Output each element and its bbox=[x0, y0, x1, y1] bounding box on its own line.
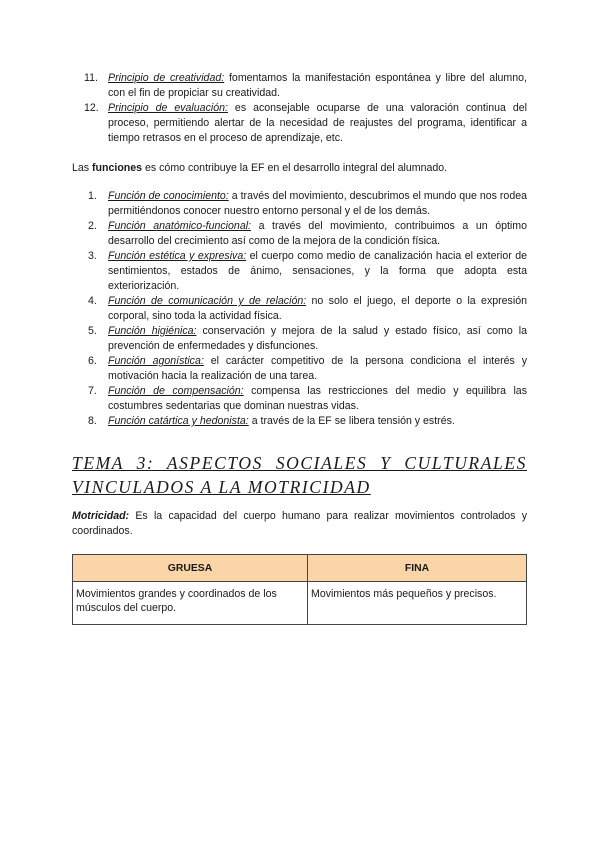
table-row bbox=[73, 582, 527, 625]
list-item bbox=[72, 249, 527, 294]
item-text: es aconsejable ocuparse de una valoración continua del proceso, permitiendo alertar de la necesidad de reajustes del programa, identificar a tiempo retrasos en el proceso de aprendizaje, etc. bbox=[108, 102, 527, 144]
item-term: Principio de evaluación: bbox=[108, 102, 228, 114]
item-number: 4. bbox=[88, 295, 97, 307]
definition-label: Motricidad: bbox=[72, 510, 130, 522]
item-text: a través del movimiento, contribuimos a un óptimo desarrollo del crecimiento así como de la mejora de la condición física. bbox=[108, 220, 528, 247]
list-item bbox=[72, 294, 527, 324]
intro-post: es cómo contribuye la EF en el desarrollo integral del alumnado. bbox=[142, 162, 448, 174]
item-text: a través del movimiento, descubrimos el mundo que nos rodea permitiéndonos conocer nuestro entorno personal y el de los demás. bbox=[108, 190, 527, 217]
list-item bbox=[72, 324, 527, 354]
motor-skills-table bbox=[72, 554, 527, 625]
table-header-row bbox=[73, 555, 527, 582]
item-number: 2. bbox=[88, 220, 97, 232]
item-text: el carácter competitivo de la persona condiciona el interés y motivación hacia la realización de una tarea. bbox=[108, 355, 528, 382]
list-item bbox=[72, 414, 527, 429]
header-gruesa: GRUESA bbox=[73, 555, 308, 582]
item-term: Función estética y expresiva: bbox=[108, 250, 247, 262]
definition-text: Es la capacidad del cuerpo humano para realizar movimientos controlados y coordinados. bbox=[72, 510, 527, 537]
item-term: Función de comunicación y de relación: bbox=[108, 295, 307, 307]
list-item bbox=[72, 384, 527, 414]
item-text: a través de la EF se libera tensión y estrés. bbox=[248, 415, 455, 427]
item-number: 3. bbox=[88, 250, 97, 262]
intro-pre: Las bbox=[72, 162, 93, 174]
item-number: 11. bbox=[84, 72, 98, 84]
principles-list bbox=[72, 71, 527, 146]
section-heading: TEMA 3: ASPECTOS SOCIALES Y CULTURALES VINCULADOS A LA MOTRICIDAD bbox=[72, 453, 527, 497]
list-item bbox=[72, 354, 527, 384]
item-text: el cuerpo como medio de canalización hacia el exterior de sentimientos, estados de ánimo, sensaciones, y la forma que adopta esta exteriorización. bbox=[108, 250, 528, 292]
motricity-definition bbox=[72, 509, 527, 539]
item-term: Función anatómico-funcional: bbox=[108, 220, 252, 232]
functions-list bbox=[72, 189, 527, 429]
list-item bbox=[72, 101, 527, 146]
item-term: Principio de creatividad: bbox=[108, 72, 225, 84]
intro-bold: funciones bbox=[92, 162, 143, 174]
item-term: Función higiénica: bbox=[108, 325, 197, 337]
list-item bbox=[72, 189, 527, 219]
item-number: 8. bbox=[88, 415, 97, 427]
header-fina: FINA bbox=[308, 555, 527, 582]
item-term: Función catártica y hedonista: bbox=[108, 415, 249, 427]
list-item bbox=[72, 219, 527, 249]
item-number: 1. bbox=[88, 190, 97, 202]
cell-gruesa: Movimientos grandes y coordinados de los músculos del cuerpo. bbox=[73, 582, 308, 625]
item-text: compensa las restricciones del medio y equilibra las costumbres sedentarias que dominan nuestras vidas. bbox=[108, 385, 527, 412]
item-number: 5. bbox=[88, 325, 97, 337]
item-number: 6. bbox=[88, 355, 97, 367]
list-item bbox=[72, 71, 527, 101]
item-text: fomentamos la manifestación espontánea y libre del alumno, con el fin de propiciar su creatividad. bbox=[108, 72, 527, 99]
functions-intro bbox=[72, 161, 527, 176]
item-text: no solo el juego, el deporte o la expresión corporal, sino toda la actividad física. bbox=[108, 295, 527, 322]
cell-fina: Movimientos más pequeños y precisos. bbox=[308, 582, 527, 625]
item-term: Función de conocimiento: bbox=[108, 190, 229, 202]
item-text: conservación y mejora de la salud y estado físico, así como la prevención de enfermedades y disfunciones. bbox=[108, 325, 527, 352]
item-number: 12. bbox=[84, 102, 99, 114]
item-number: 7. bbox=[88, 385, 97, 397]
item-term: Función de compensación: bbox=[108, 385, 244, 397]
item-term: Función agonística: bbox=[108, 355, 204, 367]
